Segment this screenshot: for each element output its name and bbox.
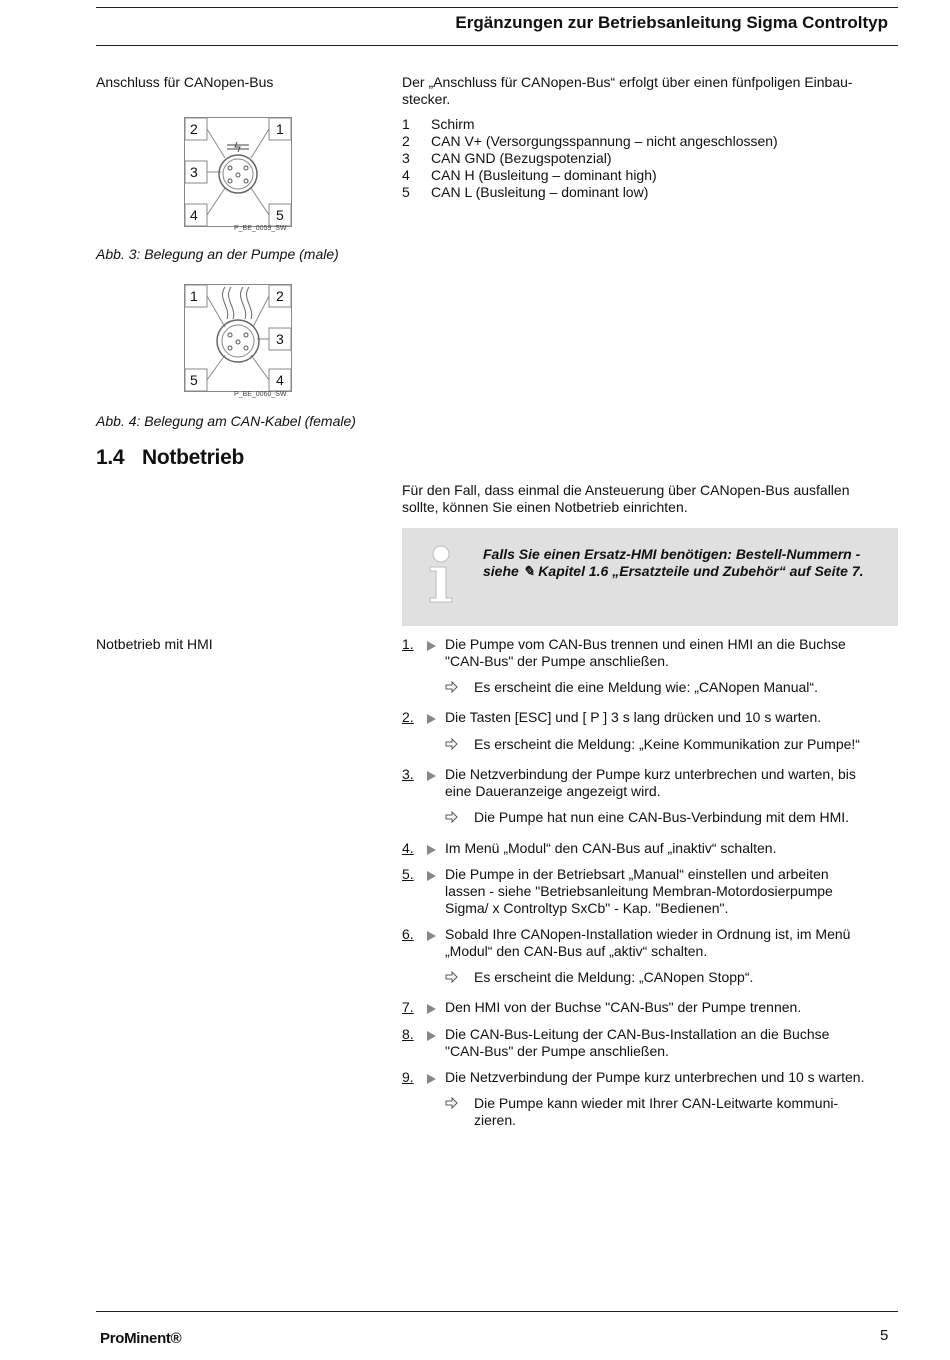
step-number: 3. <box>402 766 414 782</box>
step-line: „Modul“ den CAN-Bus auf „aktiv“ schalten. <box>445 943 708 959</box>
step-text <box>445 636 897 670</box>
step-text <box>445 926 897 960</box>
step-arrow-icon <box>427 871 436 881</box>
section-number: 1.4 <box>96 446 125 469</box>
figure-caption: Abb. 3: Belegung an der Pumpe (male) <box>96 246 339 262</box>
step-line: Die Pumpe vom CAN-Bus trennen und einen HMI an die Buchse <box>445 636 846 652</box>
step-line: lassen - siehe "Betriebsanleitung Membran-Motordosierpumpe <box>445 883 833 899</box>
result-arrow-icon <box>445 680 459 694</box>
result-line: zieren. <box>474 1112 517 1128</box>
step-text <box>445 866 897 917</box>
pin-label: 2 <box>276 288 284 304</box>
step-line: Sobald Ihre CANopen-Installation wieder in Ordnung ist, im Menü <box>445 926 851 942</box>
result-arrow-icon <box>445 737 459 751</box>
pin-label: 4 <box>276 372 284 388</box>
pin-text: CAN H (Busleitung – dominant high) <box>431 167 657 183</box>
step-arrow-icon <box>427 714 436 724</box>
section-heading <box>96 446 245 469</box>
step-line: Die Pumpe in der Betriebsart „Manual“ einstellen und arbeiten <box>445 866 829 882</box>
result-text: Es erscheint die eine Meldung wie: „CANopen Manual“. <box>474 679 818 695</box>
step-arrow-icon <box>427 845 436 855</box>
figure-code: P_BE_0060_SW <box>234 391 287 398</box>
info-icon <box>424 544 460 606</box>
result-text: Es erscheint die Meldung: „CANopen Stopp“. <box>474 969 754 985</box>
connector-intro <box>402 74 890 108</box>
step-number: 9. <box>402 1069 414 1085</box>
result-arrow-icon <box>445 1096 459 1110</box>
figure-code: P_BE_0059_SW <box>234 225 287 232</box>
pin-text: CAN GND (Bezugspotenzial) <box>431 150 612 166</box>
footer-rule <box>96 1311 898 1312</box>
pin-number: 1 <box>402 116 410 132</box>
info-link[interactable]: siehe ✎ Kapitel 1.6 „Ersatzteile und Zubehör“ auf Seite 7. <box>483 563 864 579</box>
step-number: 2. <box>402 709 414 725</box>
step-line: Die Netzverbindung der Pumpe kurz unterbrechen und warten, bis <box>445 766 856 782</box>
step-line: "CAN-Bus" der Pumpe anschließen. <box>445 653 669 669</box>
step-text <box>445 766 897 800</box>
pin-row <box>402 150 890 167</box>
page-number: 5 <box>880 1327 889 1344</box>
step-line: Die CAN-Bus-Leitung der CAN-Bus-Installation an die Buchse <box>445 1026 830 1042</box>
pin-row <box>402 184 890 201</box>
section-title: Notbetrieb <box>142 446 245 469</box>
pin-label: 3 <box>190 164 198 180</box>
step-arrow-icon <box>427 931 436 941</box>
pin-label: 2 <box>190 121 198 137</box>
pin-label: 5 <box>276 207 284 223</box>
step-line: Den HMI von der Buchse "CAN-Bus" der Pumpe trennen. <box>445 999 802 1015</box>
step-line: Die Tasten [ESC] und [ P ] 3 s lang drücken und 10 s warten. <box>445 709 822 725</box>
pin-row <box>402 167 890 184</box>
connector-intro-line: Der „Anschluss für CANopen-Bus“ erfolgt über einen fünfpoligen Einbau- <box>402 74 853 90</box>
pin-label: 5 <box>190 372 198 388</box>
page-header-title: Ergänzungen zur Betriebsanleitung Sigma Controltyp <box>455 13 888 32</box>
result-arrow-icon <box>445 970 459 984</box>
step-line: Die Netzverbindung der Pumpe kurz unterbrechen und 10 s warten. <box>445 1069 865 1085</box>
step-text <box>445 709 897 726</box>
step-number: 5. <box>402 866 414 882</box>
pin-text: CAN L (Busleitung – dominant low) <box>431 184 649 200</box>
connector-male-diagram <box>184 117 292 227</box>
step-number: 7. <box>402 999 414 1015</box>
section-intro-line: sollte, können Sie einen Notbetrieb einrichten. <box>402 499 688 515</box>
step-text <box>445 840 897 857</box>
info-line: Falls Sie einen Ersatz-HMI benötigen: Bestell-Nummern - <box>483 546 861 562</box>
step-arrow-icon <box>427 641 436 651</box>
result-text <box>474 1095 884 1129</box>
pin-list <box>402 116 890 201</box>
step-arrow-icon <box>427 1031 436 1041</box>
pin-number: 5 <box>402 184 410 200</box>
step-line: Im Menü „Modul“ den CAN-Bus auf „inaktiv“ schalten. <box>445 840 777 856</box>
step-arrow-icon <box>427 771 436 781</box>
step-text <box>445 999 897 1016</box>
header-top-rule <box>96 7 898 8</box>
step-arrow-icon <box>427 1074 436 1084</box>
step-number: 8. <box>402 1026 414 1042</box>
connector-intro-line: stecker. <box>402 91 451 107</box>
step-number: 1. <box>402 636 414 652</box>
figure-caption: Abb. 4: Belegung am CAN-Kabel (female) <box>96 413 356 429</box>
pin-row <box>402 116 890 133</box>
result-arrow-icon <box>445 810 459 824</box>
result-text: Die Pumpe hat nun eine CAN-Bus-Verbindung mit dem HMI. <box>474 809 850 825</box>
result-text: Es erscheint die Meldung: „Keine Kommunikation zur Pumpe!“ <box>474 736 860 752</box>
info-box <box>402 528 898 626</box>
pin-label: 3 <box>276 331 284 347</box>
info-text <box>483 546 883 580</box>
step-text <box>445 1069 897 1086</box>
pin-text: Schirm <box>431 116 475 132</box>
procedure-label: Notbetrieb mit HMI <box>96 636 213 652</box>
pin-text: CAN V+ (Versorgungsspannung – nicht angeschlossen) <box>431 133 778 149</box>
step-arrow-icon <box>427 1004 436 1014</box>
pin-number: 4 <box>402 167 410 183</box>
pin-row <box>402 133 890 150</box>
pin-number: 3 <box>402 150 410 166</box>
result-line: Die Pumpe kann wieder mit Ihrer CAN-Leitwarte kommuni- <box>474 1095 839 1111</box>
step-line: "CAN-Bus" der Pumpe anschließen. <box>445 1043 669 1059</box>
connector-label: Anschluss für CANopen-Bus <box>96 74 274 90</box>
step-number: 6. <box>402 926 414 942</box>
header-bottom-rule <box>96 45 898 46</box>
step-number: 4. <box>402 840 414 856</box>
step-line: eine Daueranzeige angezeigt wird. <box>445 783 661 799</box>
pin-label: 1 <box>276 121 284 137</box>
section-intro-line: Für den Fall, dass einmal die Ansteuerung über CANopen-Bus ausfallen <box>402 482 850 498</box>
step-text <box>445 1026 897 1060</box>
prominent-logo: ProMinent® <box>100 1330 182 1347</box>
section-intro <box>402 482 890 516</box>
connector-female-diagram <box>184 284 292 392</box>
pin-label: 4 <box>190 207 198 223</box>
pin-number: 2 <box>402 133 410 149</box>
pin-label: 1 <box>190 288 198 304</box>
step-line: Sigma/ x Controltyp SxCb" - Kap. "Bedienen". <box>445 900 729 916</box>
